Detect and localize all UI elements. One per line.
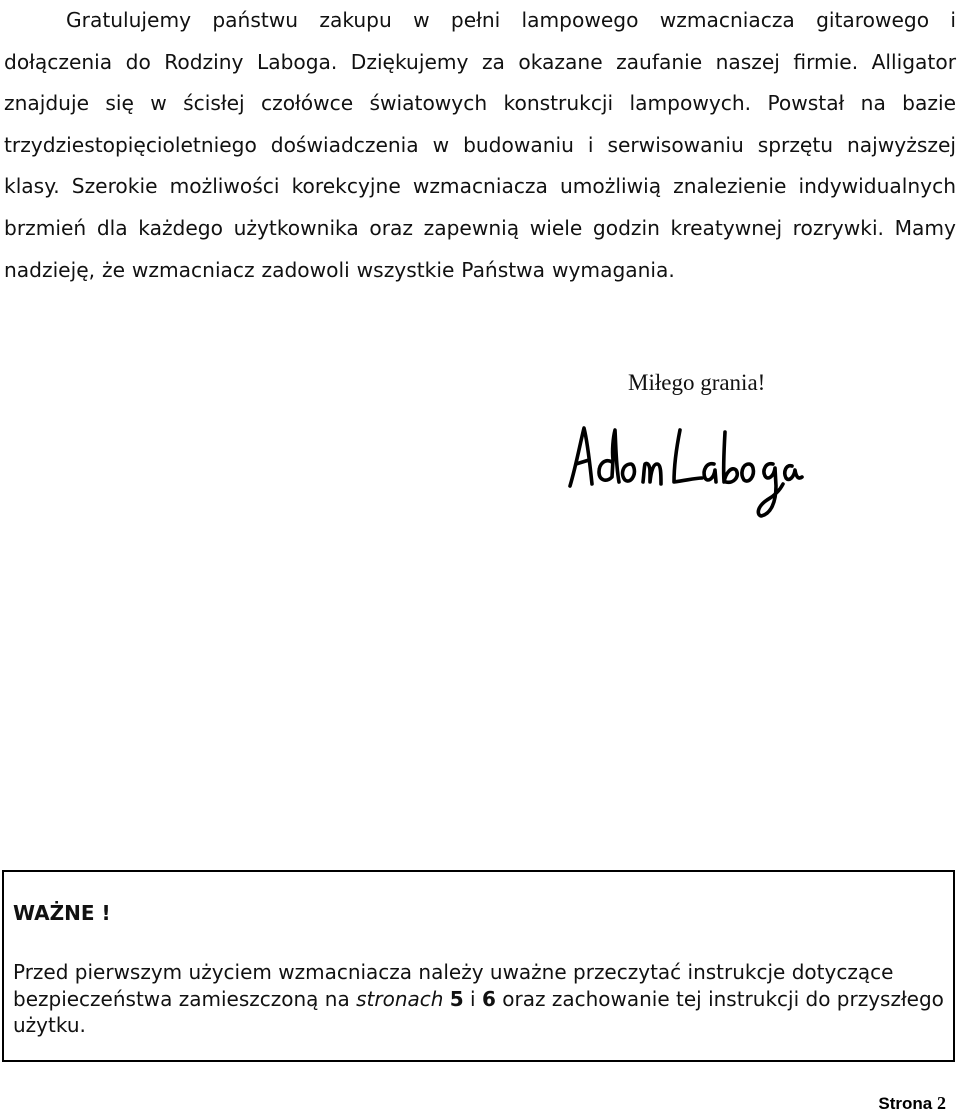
page-number-value: 2 (937, 1093, 946, 1113)
notice-page-ref: 6 (481, 986, 496, 1011)
notice-page-ref: 5 (449, 986, 464, 1011)
handwritten-signature (562, 420, 812, 520)
closing-greeting: Miłego grania! (628, 370, 766, 395)
important-notice (2, 870, 955, 1062)
notice-conjunction: i (463, 986, 482, 1011)
intro-paragraph: Gratulujemy państwu zakupu w pełni lampowego wzmacniacza gitarowego i dołączenia do Rodziny Laboga. Dziękujemy za okazane zaufanie naszej firmie. Alligator znajduje się w ścisłej czołówce światowych konstrukcji lampowych. Powstał na bazie trzydziestopięcioletniego doświadczenia w budowaniu i serwisowaniu sprzętu najwyższej klasy. Szerokie możliwości korekcyjne wzmacniacza umożliwią znalezienie indywidualnych brzmień dla każdego użytkownika oraz zapewnią wiele godzin kreatywnej rozrywki. Mamy nadzieję, że wzmacniacz zadowoli wszystkie Państwa wymagania. (4, 8, 956, 282)
notice-pages-word: stronach (356, 986, 444, 1011)
page-label: Strona (878, 1094, 933, 1113)
notice-text (13, 959, 945, 1039)
notice-text-part: oraz zachowanie tej instrukcji do przyszłego użytku. (13, 986, 944, 1037)
notice-text-part: Przed pierwszym użyciem wzmacniacza należy uważne przeczytać instrukcje dotyczące bezpieczeństwa zamieszczoną na (13, 960, 894, 1011)
notice-title: WAŻNE ! (13, 901, 111, 925)
